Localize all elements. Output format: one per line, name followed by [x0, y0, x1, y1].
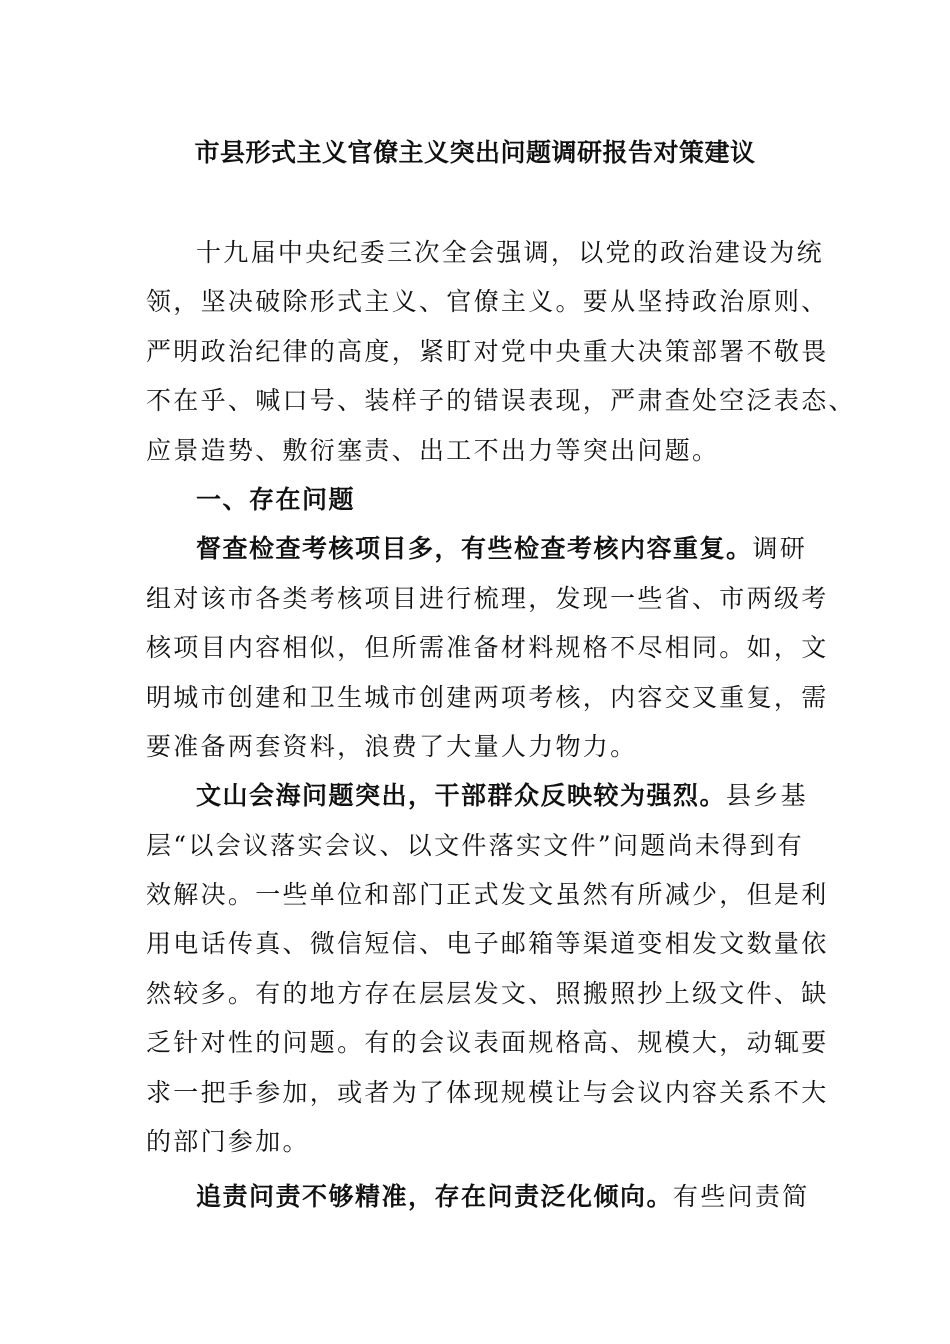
paragraph-1: [146, 524, 829, 771]
text-line: 效解决。一些单位和部门正式发文虽然有所减少，但是利: [146, 880, 829, 910]
text-line: 要准备两套资料，浪费了大量人力物力。: [146, 731, 638, 761]
paragraph-text: 调研: [752, 534, 808, 564]
text-line: 组对该市各类考核项目进行梳理，发现一些省、市两级考: [146, 583, 829, 613]
text-line: [146, 1172, 818, 1221]
text-line: 应景造势、敷衍塞责、出工不出力等突出问题。: [146, 435, 720, 465]
text-line: 层“以会议落实会议、以文件落实文件”问题尚未得到有: [146, 830, 805, 860]
text-line: 用电话传真、微信短信、电子邮箱等渠道变相发文数量依: [146, 929, 829, 959]
text-line: [146, 771, 818, 820]
section-heading: 一、存在问题: [196, 484, 356, 514]
paragraph-text: 县乡基: [726, 781, 808, 811]
paragraph-lead: 追责问责不够精准，存在问责泛化倾向。: [196, 1182, 674, 1212]
text-line: 然较多。有的地方存在层层发文、照搬照抄上级文件、缺: [146, 978, 829, 1008]
paragraph-text: 有些问责简: [673, 1182, 810, 1212]
text-line: 领，坚决破除形式主义、官僚主义。要从坚持政治原则、: [146, 287, 829, 317]
text-line: 乏针对性的问题。有的会议表面规格高、规模大，动辄要: [146, 1028, 829, 1058]
text-line: [146, 524, 818, 573]
paragraph-2: [146, 771, 829, 1166]
text-line: 核项目内容相似，但所需准备材料规格不尽相同。如，文: [146, 633, 829, 663]
text-line: 严明政治纪律的高度，紧盯对党中央重大决策部署不敬畏: [146, 336, 829, 366]
text-line: 明城市创建和卫生城市创建两项考核，内容交叉重复，需: [146, 682, 829, 712]
paragraph-3: [146, 1172, 818, 1221]
text-line: 的部门参加。: [146, 1127, 310, 1157]
document-title: 市县形式主义官僚主义突出问题调研报告对策建议: [194, 138, 756, 167]
paragraph-lead: 督查检查考核项目多，有些检查考核内容重复。: [196, 534, 753, 564]
paragraph-lead: 文山会海问题突出，干部群众反映较为强烈。: [196, 781, 727, 811]
text-line: 求一把手参加，或者为了体现规模让与会议内容关系不大: [146, 1077, 829, 1107]
text-line: 不在乎、喊口号、装样子的错误表现，严肃查处空泛表态、: [146, 386, 856, 416]
document-body: [146, 228, 856, 1222]
text-line: 十九届中央纪委三次全会强调，以党的政治建设为统: [196, 238, 824, 267]
intro-paragraph: [146, 228, 856, 475]
